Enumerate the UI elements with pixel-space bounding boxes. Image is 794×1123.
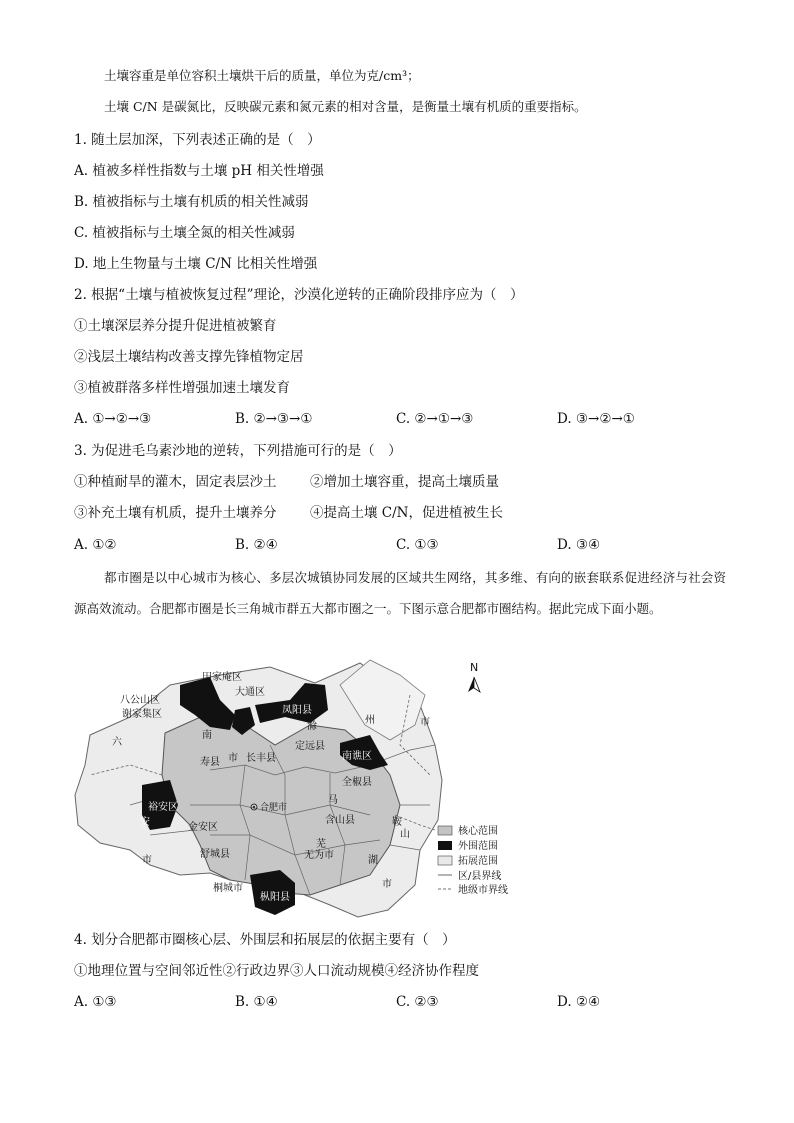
label-huai: 淮 bbox=[190, 691, 200, 702]
passage-text: 都市圈是以中心城市为核心、多层次城镇协同发展的区域共生网络，其多维、有向的嵌套联系促进经济与社会资源高效流动。合肥都市圈是长三角城市群五大都市圈之一。下图示意合肥都市圈结构。据此完成下面小题。 bbox=[74, 570, 726, 616]
q1-option-c: C. 植被指标与土壤全氮的相关性减弱 bbox=[74, 225, 295, 241]
label-hu: 芜 bbox=[316, 839, 326, 850]
label-shi-s: 市 bbox=[382, 879, 392, 890]
q4-option-c: C. ②③ bbox=[396, 994, 439, 1010]
label-shi-mid: 市 bbox=[228, 753, 238, 764]
label-ma: 马 bbox=[328, 795, 338, 806]
legend-city-boundary: 地级市界线 bbox=[458, 885, 508, 896]
label-hu2: 湖 bbox=[368, 855, 378, 866]
legend-swatch-outer bbox=[438, 841, 452, 850]
q4-option-b: B. ①④ bbox=[235, 994, 278, 1010]
label-hanshan: 含山县 bbox=[325, 815, 355, 826]
label-an2: 鞍 bbox=[392, 817, 402, 828]
note-bulk-density: 土壤容重是单位容积土壤烘干后的质量，单位为克/cm³； bbox=[104, 68, 420, 83]
label-shan: 山 bbox=[400, 829, 410, 840]
label-changfeng: 长丰县 bbox=[246, 753, 276, 764]
label-fengyang: 凤阳县 bbox=[282, 705, 312, 716]
q3-item-2: ②增加土壤容重，提高土壤质量 bbox=[310, 474, 499, 490]
q4-option-a: A. ①③ bbox=[74, 994, 117, 1010]
label-liu: 六 bbox=[112, 737, 122, 748]
label-hefei: 合肥市 bbox=[260, 803, 288, 813]
label-wuwei: 无为市 bbox=[304, 850, 334, 861]
q1-option-a: A. 植被多样性指数与土壤 pH 相关性增强 bbox=[74, 163, 324, 179]
label-tianjiaan: 田家庵区 bbox=[202, 672, 242, 683]
q1-option-b: B. 植被指标与土壤有机质的相关性减弱 bbox=[74, 194, 309, 210]
label-nan: 南 bbox=[202, 730, 212, 741]
label-shouxian: 寿县 bbox=[200, 757, 220, 768]
q2-stem: 2. 根据“土壤与植被恢复过程”理论，沙漠化逆转的正确阶段排序应为（ ） bbox=[74, 287, 524, 303]
q2-option-d: D. ③→②→① bbox=[557, 411, 635, 427]
north-arrow-icon bbox=[468, 677, 480, 692]
label-bagongshan: 八公山区 bbox=[120, 695, 160, 706]
label-chu: 滁 bbox=[307, 721, 317, 732]
q3-item-3: ③补充土壤有机质，提升土壤养分 bbox=[74, 505, 277, 521]
q3-stem: 3. 为促进毛乌素沙地的逆转，下列措施可行的是（ ） bbox=[74, 443, 402, 459]
map-legend bbox=[438, 824, 508, 896]
north-label: N bbox=[470, 661, 479, 674]
q2-item-1: ①土壤深层养分提升促进植被繁育 bbox=[74, 318, 277, 334]
note-cn-ratio: 土壤 C/N 是碳氮比，反映碳元素和氮元素的相对含量，是衡量土壤有机质的重要指标。 bbox=[104, 99, 587, 114]
q4-items: ①地理位置与空间邻近性②行政边界③人口流动规模④经济协作程度 bbox=[74, 963, 479, 979]
q2-option-b: B. ②→③→① bbox=[235, 411, 313, 427]
label-jinan: 金安区 bbox=[188, 822, 218, 833]
legend-swatch-core bbox=[438, 826, 452, 835]
q4-stem: 4. 划分合肥都市圈核心层、外围层和拓展层的依据主要有（ ） bbox=[74, 932, 456, 948]
q4-option-d: D. ②④ bbox=[557, 994, 601, 1010]
q3-item-1: ①种植耐旱的灌木，固定表层沙土 bbox=[74, 474, 277, 490]
q2-option-c: C. ②→①→③ bbox=[396, 411, 474, 427]
q1-stem: 1. 随土层加深，下列表述正确的是（ ） bbox=[74, 132, 321, 148]
legend-core: 核心范围 bbox=[458, 826, 498, 837]
legend-outer: 外围范围 bbox=[458, 841, 498, 852]
q2-item-2: ②浅层土壤结构改善支撑先锋植物定居 bbox=[74, 349, 304, 365]
q3-option-d: D. ③④ bbox=[557, 537, 601, 553]
q3-option-b: B. ②④ bbox=[235, 537, 278, 553]
q2-option-a: A. ①→②→③ bbox=[74, 411, 152, 427]
label-xiejiaji: 谢家集区 bbox=[122, 709, 162, 720]
legend-extension: 拓展范围 bbox=[458, 856, 498, 867]
label-tongcheng: 桐城市 bbox=[213, 883, 243, 894]
legend-swatch-extension bbox=[438, 856, 452, 865]
q1-option-d: D. 地上生物量与土壤 C/N 比相关性增强 bbox=[74, 256, 318, 272]
label-quanjiao: 全椒县 bbox=[342, 777, 372, 788]
label-zhou: 州 bbox=[365, 715, 375, 726]
label-dingyuan: 定远县 bbox=[295, 741, 325, 752]
legend-county-boundary: 区/县界线 bbox=[458, 871, 502, 882]
label-nanqiao: 南谯区 bbox=[342, 751, 372, 762]
hefei-metro-map bbox=[70, 655, 530, 923]
q3-option-a: A. ①② bbox=[74, 537, 117, 553]
label-shucheng: 舒城县 bbox=[200, 849, 230, 860]
q3-item-4: ④提高土壤 C/N，促进植被生长 bbox=[310, 505, 503, 521]
label-datong: 大通区 bbox=[235, 687, 265, 698]
label-yuan: 裕安区 bbox=[148, 802, 178, 813]
q3-option-c: C. ①③ bbox=[396, 537, 439, 553]
label-zongyang: 枞阳县 bbox=[260, 892, 290, 903]
label-shi-ne: 市 bbox=[420, 717, 430, 728]
q2-item-3: ③植被群落多样性增强加速土壤发育 bbox=[74, 380, 290, 396]
label-an: 安 bbox=[140, 817, 150, 828]
label-shi-w: 市 bbox=[142, 855, 152, 866]
